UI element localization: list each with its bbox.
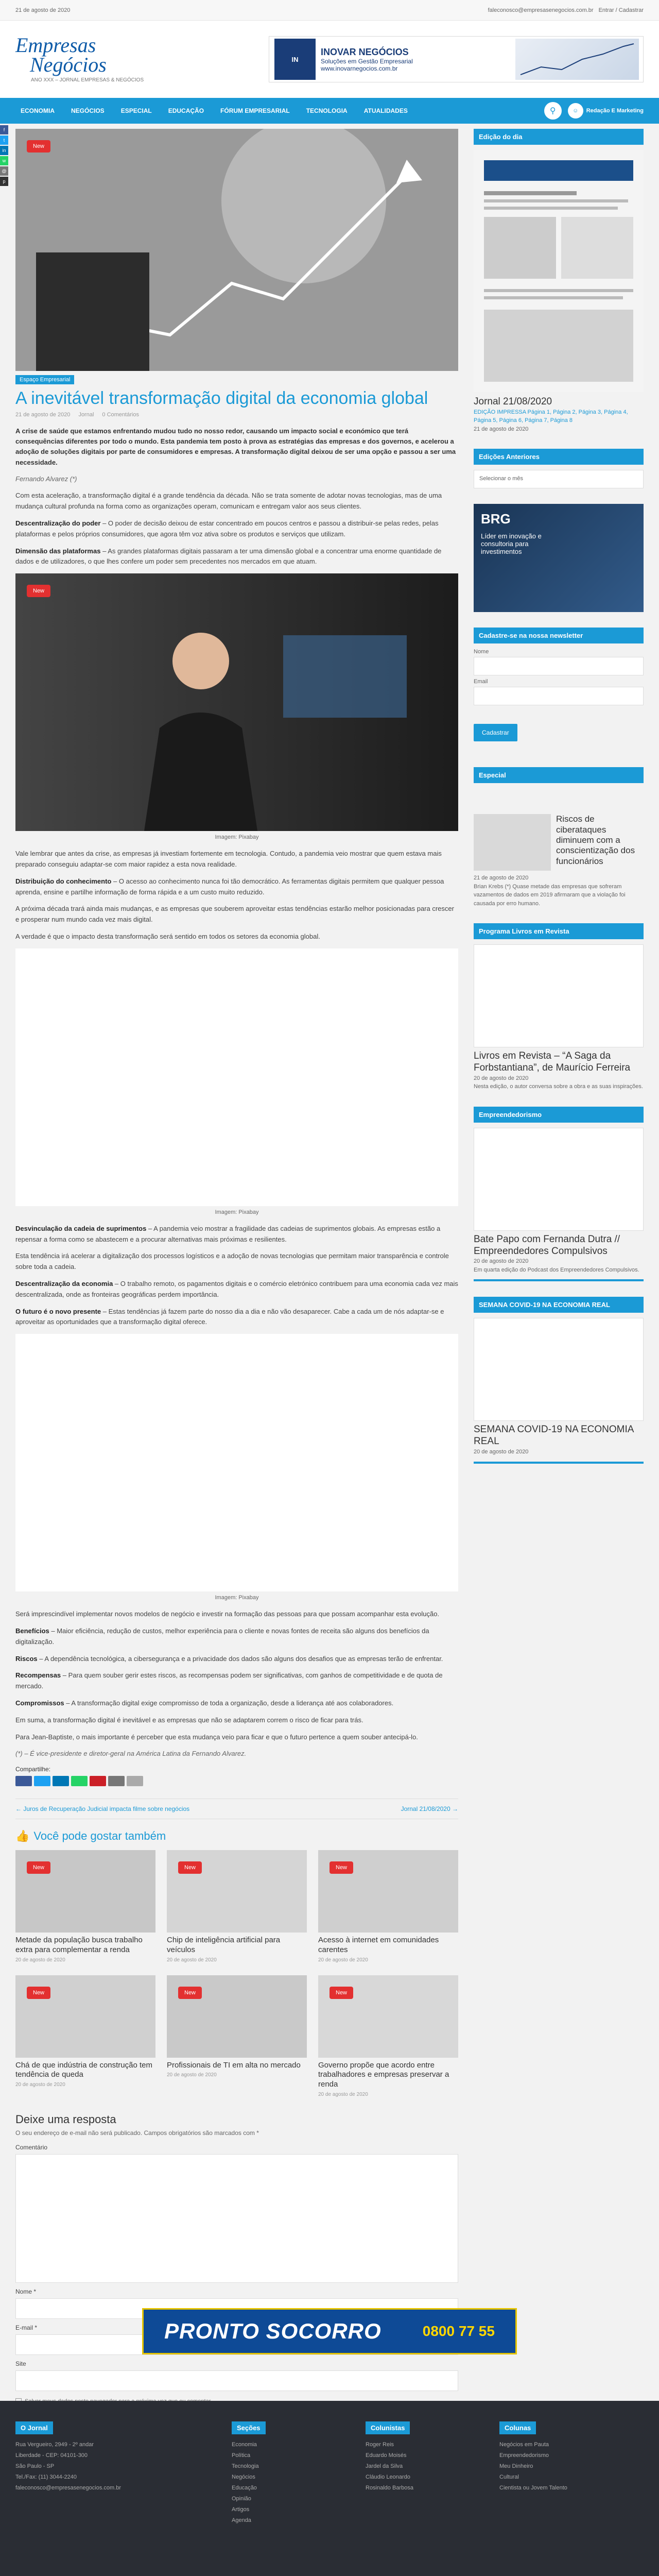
- related-thumbnail[interactable]: [15, 1975, 155, 2058]
- article-paragraph: Para Jean-Baptiste, o mais importante é perceber que esta mudança veio para ficar e que o futuro pertence a quem souber antecipá-lo.: [15, 1733, 418, 1741]
- article-paragraph: Maior eficiência, redução de custos, melhor experiência para o cliente e novas fontes de receita são alguns dos benefícios da digitalização.: [15, 1626, 429, 1646]
- footer-link[interactable]: Cientista ou Jovem Talento: [499, 2485, 567, 2491]
- paragraph-heading: Desvinculação da cadeia de suprimentos: [15, 1224, 147, 1232]
- social-share-rail: [0, 125, 8, 187]
- sidebar-heading: Programa Livros em Revista: [474, 923, 644, 939]
- logo-line1: Empresas: [15, 33, 96, 57]
- category-tag[interactable]: Espaço Empresarial: [15, 375, 74, 384]
- related-post[interactable]: [318, 1975, 458, 2097]
- footer-link[interactable]: Eduardo Moisés: [366, 2452, 407, 2459]
- paragraph-heading: Riscos: [15, 1654, 38, 1663]
- footer-link[interactable]: Rosinaldo Barbosa: [366, 2485, 413, 2491]
- main-nav: [0, 98, 659, 124]
- article-title: A inevitável transformação digital da economia global: [15, 388, 428, 408]
- share-twitter-icon[interactable]: [34, 1776, 50, 1786]
- related-date: 20 de agosto de 2020: [15, 1957, 65, 1963]
- related-thumbnail[interactable]: [15, 1850, 155, 1933]
- divider: [474, 1462, 644, 1464]
- article-paragraph: A transformação digital exige compromisso de toda a organização, desde a liderança até aos colaboradores.: [71, 1699, 394, 1707]
- footer-heading: Seções: [232, 2421, 266, 2434]
- image-caption: Imagem: Pixabay: [215, 834, 259, 841]
- logo-line2: Negócios: [30, 53, 107, 77]
- footer-link[interactable]: Agenda: [232, 2517, 251, 2523]
- related-post[interactable]: [15, 1850, 155, 1963]
- banner-text: PRONTO SOCORRO: [164, 2319, 381, 2343]
- article-paragraph: Em suma, a transformação digital é inevitável e as empresas que não se adaptarem correm o risco de ficar para trás.: [15, 1716, 363, 1724]
- newsletter-email-label: Email: [474, 679, 488, 685]
- user-name: Redação E Marketing: [586, 108, 644, 114]
- divider: [474, 1279, 644, 1281]
- name-label: Nome *: [15, 2287, 37, 2295]
- footer-link[interactable]: Artigos: [232, 2506, 250, 2513]
- related-title[interactable]: Governo propõe que acordo entre trabalhadores e empresas preservar a renda: [318, 2060, 449, 2089]
- especial-title[interactable]: Riscos de ciberataques diminuem com a conscientização dos funcionários: [556, 814, 635, 866]
- footer-link[interactable]: Negócios: [232, 2474, 255, 2480]
- article-lead: A crise de saúde que estamos enfrentando mudou tudo no nosso redor, causando um impacto social e económico que terá consequências diferentes por todo o mundo. Esta pandemia tem posto à prova as estratégias das empresas e dos governos, e acelerou a adoção de soluções digitais por parte de consumidores e empresas. A transformação digital deixou de ser uma opção e passou a ser uma necessidade.: [15, 427, 456, 466]
- related-title[interactable]: Acesso à internet em comunidades carentes: [318, 1936, 439, 1954]
- footer-link[interactable]: Jardel da Silva: [366, 2463, 403, 2469]
- related-posts: [15, 1850, 458, 2097]
- image-caption: Imagem: Pixabay: [215, 1595, 259, 1601]
- sidebar-heading: Edição do dia: [474, 129, 644, 145]
- nav-item-atualidades[interactable]: ATUALIDADES: [363, 107, 408, 114]
- email-icon[interactable]: @: [0, 166, 8, 176]
- logo-tagline: ANO XXX – JORNAL EMPRESAS & NEGÓCIOS: [31, 77, 144, 83]
- livros-title[interactable]: Livros em Revista – “A Saga da Forbstantiana”, de Maurício Ferreira: [474, 1050, 631, 1074]
- livros-text: Nesta edição, o autor conversa sobre a obra e as suas inspirações.: [474, 1083, 643, 1090]
- footer-link[interactable]: Meu Dinheiro: [499, 2463, 533, 2469]
- article-paragraph: Vale lembrar que antes da crise, as empresas já investiam fortemente em tecnologia. Contudo, a pandemia veio mostrar que quem estava mais preparado conseguiu adaptar-se com maior rapidez a esta nova realidade.: [15, 850, 442, 869]
- comment-textarea[interactable]: [15, 2154, 458, 2283]
- new-badge: New: [178, 1987, 202, 1999]
- related-thumbnail[interactable]: [167, 1850, 307, 1933]
- site-header: [0, 21, 659, 98]
- share-pinterest-icon[interactable]: [90, 1776, 106, 1786]
- footer-text: Liberdade - CEP: 04101-300: [15, 2452, 88, 2459]
- related-post[interactable]: [15, 1975, 155, 2097]
- related-title[interactable]: Chá de que indústria de construção tem tendência de queda: [15, 2060, 152, 2079]
- related-date: 20 de agosto de 2020: [15, 2082, 65, 2088]
- paragraph-heading: Dimensão das plataformas: [15, 547, 101, 555]
- header-ad-banner[interactable]: [269, 36, 644, 82]
- avatar-icon: ☺: [568, 103, 583, 118]
- related-date: 20 de agosto de 2020: [318, 1957, 368, 1963]
- paragraph-heading: Compromissos: [15, 1699, 64, 1707]
- related-thumbnail[interactable]: [318, 1850, 458, 1933]
- related-date: 20 de agosto de 2020: [167, 2072, 217, 2078]
- brg-ad[interactable]: [474, 504, 644, 612]
- paragraph-heading: O futuro é o novo presente: [15, 1307, 101, 1315]
- print-icon[interactable]: p: [0, 177, 8, 186]
- article-paragraph: Estas tendências já fazem parte do nosso dia a dia e não vão desaparecer. Cabe a cada um de nós adaptar-se e aproveitar as oportunidades que a transformação digital oferece.: [15, 1307, 444, 1326]
- new-badge: New: [27, 585, 50, 597]
- current-date: 21 de agosto de 2020: [15, 7, 71, 13]
- article-author[interactable]: Jornal: [78, 412, 94, 418]
- covid-title[interactable]: SEMANA COVID-19 NA ECONOMIA REAL: [474, 1424, 634, 1447]
- sidebar-heading: Especial: [474, 767, 644, 783]
- sidebar-heading: SEMANA COVID-19 NA ECONOMIA REAL: [474, 1297, 644, 1313]
- nav-item-tecnologia[interactable]: TECNOLOGIA: [306, 107, 348, 114]
- footer-link[interactable]: Cultural: [499, 2474, 519, 2480]
- article-byline: Fernando Alvarez (*): [15, 474, 77, 483]
- related-thumbnail[interactable]: [318, 1975, 458, 2058]
- ad-sub: Soluções em Gestão Empresarial: [321, 57, 413, 65]
- livros-video[interactable]: [474, 944, 644, 1047]
- thumbs-up-icon: 👍: [15, 1829, 30, 1843]
- new-badge: New: [178, 1861, 202, 1874]
- nav-item-forum[interactable]: FÓRUM EMPRESARIAL: [220, 107, 290, 114]
- paragraph-heading: Descentralização do poder: [15, 519, 101, 528]
- article-paragraph: Será imprescindível implementar novos modelos de negócio e investir na formação das pessoas para que possam acompanhar esta evolução.: [15, 1610, 440, 1618]
- livros-date: 20 de agosto de 2020: [474, 1075, 529, 1081]
- article-paragraph: A próxima década trará ainda mais mudanças, e as empresas que souberem aproveitar estas tendências estarão melhor posicionadas para crescer e prosperar num mundo cada vez mais digital.: [15, 905, 454, 924]
- site-label: Site: [15, 2360, 26, 2367]
- search-icon[interactable]: ⚲: [544, 102, 562, 120]
- footer-link[interactable]: Roger Reis: [366, 2442, 394, 2448]
- article-date: 21 de agosto de 2020: [15, 412, 71, 418]
- related-date: 20 de agosto de 2020: [167, 1957, 217, 1963]
- facebook-icon[interactable]: f: [0, 125, 8, 134]
- footer-link[interactable]: Cláudio Leonardo: [366, 2474, 410, 2480]
- new-badge: New: [330, 1987, 353, 1999]
- share-email-icon[interactable]: [108, 1776, 125, 1786]
- reply-heading: Deixe uma resposta: [15, 2112, 116, 2126]
- article-paragraph: Com esta aceleração, a transformação digital é a grande tendência da década. Não se trata somente de adotar novas tecnologias, mas de uma mudança cultural profunda na forma como as organizações operam, comunicam e entregam valor aos seus clientes.: [15, 492, 442, 511]
- brg-text: Líder em inovação e consultoria para investimentos: [481, 532, 542, 556]
- especial-date: 21 de agosto de 2020: [474, 875, 529, 882]
- site-logo[interactable]: [15, 33, 144, 83]
- ad-brand: INOVAR NEGÓCIOS: [321, 46, 409, 57]
- sidebar-heading: Cadastre-se na nossa newsletter: [474, 628, 644, 643]
- empr-date: 20 de agosto de 2020: [474, 1258, 529, 1265]
- twitter-icon[interactable]: t: [0, 135, 8, 145]
- related-title[interactable]: Chip de inteligência artificial para veículos: [167, 1936, 281, 1954]
- empr-title[interactable]: Bate Papo com Fernanda Dutra // Empreendedores Compulsivos: [474, 1233, 620, 1257]
- sidebar-heading: Edições Anteriores: [474, 449, 644, 465]
- footer-link[interactable]: Educação: [232, 2485, 257, 2491]
- nav-item-negocios[interactable]: NEGÓCIOS: [71, 107, 105, 114]
- share-label: Compartilhe:: [15, 1766, 51, 1773]
- article-paragraph: A verdade é que o impacto desta transformação será sentido em todos os setores da economia global.: [15, 933, 320, 941]
- email-label: E-mail *: [15, 2324, 38, 2331]
- article-paragraph: O acesso ao conhecimento nunca foi tão democrático. As ferramentas digitais permitem que qualquer pessoa aprenda, ensine e partilhe informação de forma rápida e a um custo muito reduzido.: [15, 877, 444, 896]
- prev-post-link[interactable]: ← Juros de Recuperação Judicial impacta filme sobre negócios: [15, 1805, 190, 1813]
- new-badge: New: [27, 1861, 50, 1874]
- featured-image: [15, 129, 458, 371]
- share-linkedin-icon[interactable]: [53, 1776, 69, 1786]
- article-comments[interactable]: 0 Comentários: [102, 412, 139, 418]
- login-link[interactable]: Entrar / Cadastrar: [598, 7, 644, 13]
- sidebar-heading: Empreendedorismo: [474, 1107, 644, 1123]
- share-print-icon[interactable]: [127, 1776, 143, 1786]
- article-paragraph: A dependência tecnológica, a cibersegurança e a privacidade dos dados são alguns dos desafios que as empresas terão de enfrentar.: [44, 1654, 443, 1663]
- article-paragraph: As grandes plataformas digitais passaram a ter uma dimensão global e a concentrar uma enorme quantidade de dados e de utilizadores, o que lhes confere um poder sem precedentes nos mercados em que atuam.: [15, 547, 442, 566]
- paragraph-heading: Distribuição do conhecimento: [15, 877, 112, 885]
- share-buttons: [15, 1776, 458, 1786]
- footer-heading: O Jornal: [15, 2421, 53, 2434]
- related-post[interactable]: [167, 1975, 307, 2097]
- ad-logo-icon: IN: [274, 39, 316, 80]
- paragraph-heading: Benefícios: [15, 1626, 49, 1635]
- especial-thumbnail[interactable]: [474, 814, 551, 871]
- article-paragraph: O poder de decisão deixou de estar concentrado em poucos centros e passou a distribuir-se pelas redes, pelas plataformas e pelos próprios consumidores, que agora têm voz ativa sobre os produtos e serviços que utilizam.: [15, 519, 439, 538]
- paragraph-heading: Recompensas: [15, 1671, 61, 1680]
- next-post-link[interactable]: Jornal 21/08/2020 →: [401, 1805, 458, 1813]
- email-link[interactable]: faleconosco@empresasenegocios.com.br: [488, 7, 594, 13]
- new-badge: New: [27, 140, 50, 152]
- image-caption: Imagem: Pixabay: [215, 1209, 259, 1215]
- banner-phone: 0800 77 55: [422, 2323, 495, 2339]
- related-heading: 👍 Você pode gostar também: [15, 1829, 166, 1843]
- paragraph-heading: Descentralização da economia: [15, 1280, 113, 1287]
- related-thumbnail[interactable]: [167, 1975, 307, 2058]
- footer-heading: Colunas: [499, 2421, 536, 2434]
- related-post[interactable]: [318, 1850, 458, 1963]
- edition-title[interactable]: Jornal 21/08/2020: [474, 396, 552, 407]
- site-field[interactable]: [15, 2370, 458, 2391]
- share-whatsapp-icon[interactable]: [71, 1776, 88, 1786]
- article-paragraph: O trabalho remoto, os pagamentos digitais e o comércio eletrónico contribuem para uma economia cada vez mais descentralizada, onde as fronteiras geográficas perdem importância.: [15, 1280, 458, 1298]
- covid-date: 20 de agosto de 2020: [474, 1449, 529, 1455]
- newsletter-submit-button[interactable]: Cadastrar: [474, 724, 517, 741]
- article-paragraph: Esta tendência irá acelerar a digitalização dos processos logísticos e a adoção de novas tecnologias que permitam maior transparência e controle sobre toda a cadeia.: [15, 1252, 449, 1271]
- related-post[interactable]: [167, 1850, 307, 1963]
- article-image-2: [15, 948, 458, 1206]
- empr-text: Em quarta edição do Podcast dos Empreendedores Compulsivos.: [474, 1266, 639, 1273]
- empreendedorismo-video[interactable]: [474, 1128, 644, 1231]
- ad-chart-image: [515, 39, 639, 80]
- especial-text: Brian Krebs (*) Quase metade das empresas que sofreram vazamentos de dados em 2019 afirmaram que a violação foi causada por erro humano.: [474, 883, 626, 907]
- share-facebook-icon[interactable]: [15, 1776, 32, 1786]
- user-menu[interactable]: [568, 103, 644, 118]
- sidebar: [474, 129, 644, 2452]
- nav-item-economia[interactable]: ECONOMIA: [21, 107, 55, 114]
- related-title[interactable]: Profissionais de TI em alta no mercado: [167, 2060, 301, 2070]
- article-image-3: [15, 1334, 458, 1591]
- nav-item-especial[interactable]: ESPECIAL: [120, 107, 152, 114]
- brg-title: BRG: [481, 511, 511, 527]
- edition-cover-image[interactable]: [474, 150, 644, 392]
- footer-text: Rua Vergueiro, 2949 - 2º andar: [15, 2442, 94, 2448]
- footer-email[interactable]: faleconosco@empresasenegocios.com.br: [15, 2485, 121, 2491]
- article-meta: [15, 412, 458, 418]
- footer-link[interactable]: Economia: [232, 2442, 257, 2448]
- covid-video[interactable]: [474, 1318, 644, 1421]
- new-badge: New: [27, 1987, 50, 1999]
- newsletter-name-label: Nome: [474, 649, 489, 655]
- top-bar: [0, 0, 659, 21]
- bottom-ad-banner[interactable]: [15, 2308, 644, 2365]
- article-content: New Espaço Empresarial A inevitável transformação digital da economia global 21 de agosto de 2020 Jornal 0 Comentários A crise de saúde que estamos enfrentando mudou tudo no nosso redor, causando um impacto social e económico que terá consequências diferentes por todo o mundo. Esta pandemia tem posto à prova as estratégias das empresas e dos governos, e acelerou a adoção de soluções digitais por parte de consumidores e empresas. A transformação digital deixou de ser uma opção e passou a ser uma necessidade. Fernando Alvarez (*) Com esta aceleração, a transformação digital é a grande tendência da década. Não se trata somente de adotar novas tecnologias, mas de uma mudança cultural profunda na forma como as organizações operam, comunicam e entregam valor aos seus clientes. Descentralização do poder – O poder de decisão deixou de estar concentrado em poucos centros e passou a distribuir-se pelas redes, pelas plataformas e pelos próprios consumidores, que agora têm voz ativa sobre os produtos e serviços que utilizam. Dimensão das plataformas – As grandes plataformas digitais passaram a ter uma dimensão global e a concentrar uma enorme quantidade de dados e de utilizadores, o que lhes confere um poder sem precedentes nos mercados em que atuam. New Imagem: Pixabay Vale lembrar que antes da crise, as empresas já investiam fortemente em tecnologia. Contudo, a pandemia veio mostrar que quem estava mais preparado conseguiu adaptar-se com maior rapidez a esta nova realidade. Distribuição do conhecimento – O acesso ao conhecimento nunca foi tão democrático. As ferramentas digitais permitem que qualquer pessoa aprenda, ensine e partilhe informação de forma rápida e a um custo muito reduzido. A próxima década trará ainda mais mudanças, e as empresas que souberem aproveitar estas tendências estarão melhor posicionadas para crescer e prosperar num mundo cada vez mais digital. A verdade é que o impacto desta transformação será sentido em todos os setores da economia global. Imagem: Pixabay Desvinculação da cadeia de suprimentos – A pandemia veio mostrar a fragilidade das cadeias de suprimentos globais. As empresas estão a repensar a forma como se abastecem e a procurar alternativas mais próximas e resilientes. Esta tendência irá acelerar a digitalização dos processos logísticos e a adoção de novas tecnologias que permitam maior transparência e controle sobre toda a cadeia. Descentralização da economia – O trabalho remoto, os pagamentos digitais e o comércio eletrónico contribuem para uma economia cada vez mais descentralizada, onde as fronteiras geográficas perdem importância. O futuro é o novo presente – Estas tendências já fazem parte do nosso dia a dia e não vão desaparecer. Cabe a cada um de nós adaptar-se e aproveitar as oportunidades que a transformação digital oferece. Imagem: Pixabay Será imprescindível implementar novos modelos de negócio e investir na formação das pessoas para que possam acompanhar esta evolução. Benefícios – Maior eficiência, redução de custos, melhor experiência para o cliente e novas fontes de receita são alguns dos benefícios da digitalização. Riscos – A dependência tecnológica, a cibersegurança e a privacidade dos dados são alguns dos desafios que as empresas terão de enfrentar. Recompensas – Para quem souber gerir estes riscos, as recompensas podem ser significativas, com ganhos de competitividade e de quota de mercado. Compromissos – A transformação digital exige compromisso de toda a organização, desde a liderança até aos colaboradores. Em suma, a transformação digital é inevitável e as empresas que não se adaptarem correm o risco de ficar para trás. Para Jean-Baptiste, o mais importante é perceber que esta mudança veio para ficar e que o futuro pertence a quem souber antecipá-lo. (*) – É vice-presidente e diretor-geral na América Latina da Fernando Alvarez. Compartilhe: ← Juros de Recuperação Judicial impacta filme sobre negócios Jornal 21/08/2020 → 👍 Você pode gostar também New Metade da população busca trabalho extra para complementar a renda 20 de agosto de 2020 New Chip de inteligência artificial para veículos 20 de agosto de 2020 New Acesso à internet em comunidades carentes 20 de agosto de 2020 New Chá de que indústria de construção tem tendência de queda 20 de agosto de 2020 New Profissionais de TI em alta no mercado 20 de agosto de 2020 New Governo propõe que acordo entre trabalhadores e empresas preservar a renda 20 de agosto de 2020 Deixe uma resposta O seu endereço de e-mail não será publicado. Campos obrigatórios são marcados com * Comentário Nome * E-mail * Site: [15, 129, 458, 2452]
- article-paragraph: A pandemia veio mostrar a fragilidade das cadeias de suprimentos globais. As empresas estão a repensar a forma como se abastecem e a procurar alternativas mais próximas e resilientes.: [15, 1224, 441, 1243]
- author-note: (*) – É vice-presidente e diretor-geral na América Latina da Fernando Alvarez.: [15, 1750, 247, 1758]
- footer-text: Tel./Fax: (11) 3044-2240: [15, 2474, 77, 2480]
- related-title[interactable]: Metade da população busca trabalho extra para complementar a renda: [15, 1936, 143, 1954]
- month-select[interactable]: Selecionar o mês: [474, 470, 644, 488]
- site-footer: [0, 2401, 659, 2576]
- newsletter-email-input[interactable]: [474, 687, 644, 705]
- post-navigation: [15, 1799, 458, 1819]
- edition-pages[interactable]: EDIÇÃO IMPRESSA Página 1, Página 2, Página 3, Página 4, Página 5, Página 6, Página 7, Página 8: [474, 409, 628, 424]
- edition-date: 21 de agosto de 2020: [474, 426, 529, 432]
- reply-note: O seu endereço de e-mail não será publicado. Campos obrigatórios são marcados com *: [15, 2129, 259, 2137]
- footer-link[interactable]: Opinião: [232, 2496, 251, 2502]
- footer-link[interactable]: Política: [232, 2452, 251, 2459]
- article-paragraph: Para quem souber gerir estes riscos, as recompensas podem ser significativas, com ganhos de competitividade e de quota de mercado.: [15, 1671, 443, 1690]
- ad-url: www.inovarnegocios.com.br: [321, 64, 398, 72]
- nav-item-educacao[interactable]: EDUCAÇÃO: [168, 107, 204, 114]
- whatsapp-icon[interactable]: w: [0, 156, 8, 165]
- footer-link[interactable]: Tecnologia: [232, 2463, 259, 2469]
- linkedin-icon[interactable]: in: [0, 146, 8, 155]
- footer-text: São Paulo - SP: [15, 2463, 55, 2469]
- new-badge: New: [330, 1861, 353, 1874]
- footer-link[interactable]: Empreendedorismo: [499, 2452, 549, 2459]
- footer-link[interactable]: Negócios em Pauta: [499, 2442, 549, 2448]
- related-date: 20 de agosto de 2020: [318, 2091, 368, 2097]
- newsletter-name-input[interactable]: [474, 657, 644, 675]
- article-image-businesswoman: [15, 573, 458, 831]
- comment-label: Comentário: [15, 2143, 48, 2151]
- footer-heading: Colunistas: [366, 2421, 410, 2434]
